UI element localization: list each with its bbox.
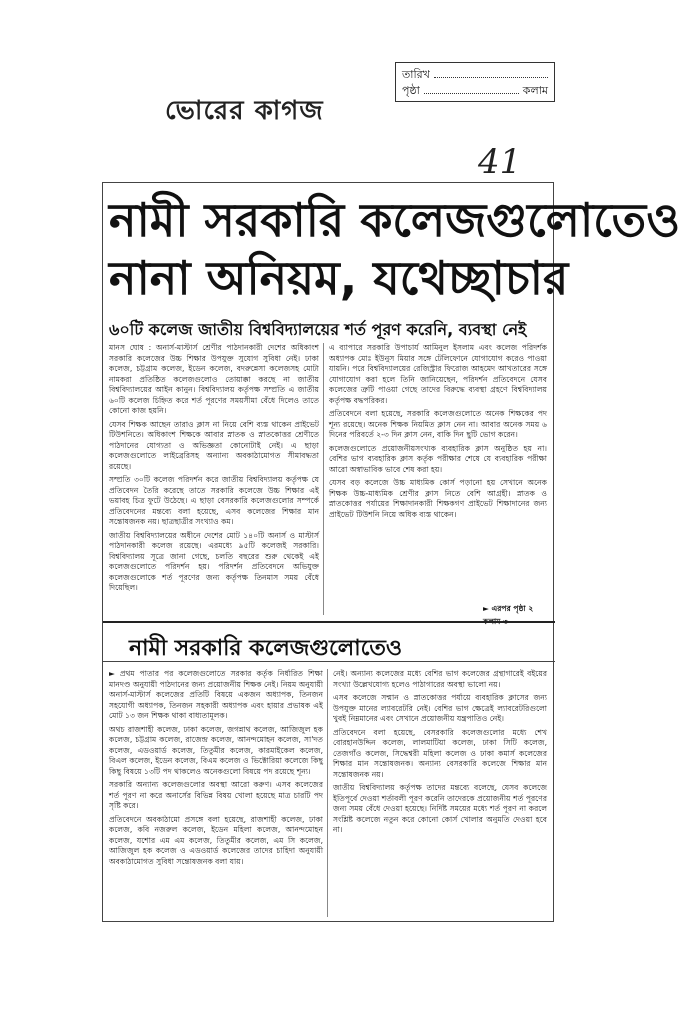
paragraph: নেই। অন্যান্য কলেজের মধ্যে বেশির ভাগ কলেজের গ্রন্থাগারেই বইয়ের সংখ্যা উল্লেখযোগ্য হলেও পাঠাগারের অবস্থা ভালো নয়। <box>333 669 547 689</box>
paragraph: জাতীয় বিশ্ববিদ্যালয়ের অধীনে দেশের মোট ১৪০টি অনার্স ও মাস্টার্স পাঠদানকারী কলেজ রয়েছে। এরমধ্যে ৯৫টি কলেজই সরকারি। বিশ্ববিদ্যালয় সূত্রে জানা গেছে, চলতি বছরের শুরু থেকেই এই কলেজগুলোতে পরিদর্শন হয়। পরিদর্শন প্রতিবেদনে অভিযুক্ত কলেজগুলোকে শর্ত পূরণের জন্য কর্তৃপক্ষ তিনমাস সময় বেঁধে দিয়েছিল। <box>109 530 319 592</box>
stamp-date-label: তারিখ <box>402 68 430 81</box>
paragraph: এসব কলেজে সন্মান ও স্নাতকোত্তর পর্যায়ে ব্যবহারিক ক্লাসের জন্য উপযুক্ত মানের ল্যাবরেটরি নেই। বেশির ভাগ ক্ষেত্রেই ল্যাবরেটরিগুলো খুবই নিম্নমানের এবং সেখানে প্রয়োজনীয় যন্ত্রপাতিও নেই। <box>333 693 547 723</box>
continued-note: ► এরপর পৃষ্ঠা ২ কলাম ৩ <box>483 604 534 626</box>
paragraph: প্রতিবেদনে বলা হয়েছে, বেসরকারি কলেজগুলোর মধ্যে শেখ বোরহানউদ্দিন কলেজ, লালমাটিয়া কলেজ, ঢাকা সিটি কলেজ, তেজগাঁও কলেজ, সিদ্ধেশ্বরী মহিলা কলেজ ও ঢাকা কমার্স কলেজের শিক্ষার মান সন্তোষজনক। অন্যান্য বেসরকারি কলেজে শিক্ষার মান সন্তোষজনক নয়। <box>333 727 547 779</box>
headline-line-1: নামী সরকারি কলেজগুলোতেও <box>109 193 680 247</box>
section-rule <box>103 621 555 623</box>
paragraph: এ ব্যাপারে সরকারি উপাচার্য আমিনুল ইসলাম এবং কলেজ পরিদর্শক অধ্যাপক মোঃ ইউনুস মিয়ার সঙ্গে টেলিফোনে যোগাযোগ করেও পাওয়া যায়নি। পরে বিশ্ববিদ্যালয়ের রেজিস্ট্রার ফিরোজ আহমেদ আখতারের সঙ্গে যোগাযোগ করা হলে তিনি জানিয়েছেন, পরিদর্শন প্রতিবেদনে যেসব কলেজের ত্রুটি পাওয়া গেছে তাদের বিরুদ্ধে ব্যবস্থা গ্রহণে বিশ্ববিদ্যালয় কর্তৃপক্ষ বদ্ধপরিকর। <box>329 343 547 405</box>
paragraph: প্রতিবেদনে বলা হয়েছে, সরকারি কলেজগুলোতে অনেক শিক্ষকের পদ শূন্য রয়েছে। অনেক শিক্ষক নিয়মিত ক্লাস নেন না। আবার অনেক সময় ৬ দিনের পরিবর্তে ২-৩ দিন ক্লাস নেন, বাকি দিন ছুটি ভোগ করেন। <box>329 409 547 439</box>
section-rule <box>103 661 555 662</box>
subheadline: ৬০টি কলেজ জাতীয় বিশ্ববিদ্যালয়ের শর্ত পূরণ করেনি, ব্যবস্থা নেই <box>109 320 527 339</box>
stamp-page-line <box>424 93 519 94</box>
stamp-date-row <box>402 66 548 82</box>
newspaper-name: ভোরের কাগজ <box>165 96 324 126</box>
clipping-stamp <box>395 62 555 102</box>
paragraph: মানস ঘোষ : অনার্স-মাস্টার্স শ্রেণীর পাঠদানকারী দেশের অধিকাংশ সরকারি কলেজের উচ্চ শিক্ষার উপযুক্ত সুযোগ সুবিধা নেই। ঢাকা কলেজ, চট্টগ্রাম কলেজ, ইডেন কলেজ, বদরুন্নেসা কলেজসহ মোটা নামকরা প্রতিষ্ঠিত কলেজগুলোও তোয়াক্কা করছে না জাতীয় বিশ্ববিদ্যালয়ের আইন কানুন। বিশ্ববিদ্যালয় কর্তৃপক্ষ সম্প্রতি এ জাতীয় ৬০টি কলেজ চিহ্নিত করে শর্ত পূরণের সময়সীমা বেঁধে দিলেও তাতে কোনো কাজ হয়নি। <box>109 343 319 415</box>
news-clipping <box>102 182 680 922</box>
paragraph: কলেজগুলোতে প্রয়োজনীয়সংখ্যক ব্যবহারিক ক্লাস অনুষ্ঠিত হয় না। বেশির ভাগ ব্যবহারিক ক্লাস কর্তৃক পরীক্ষার শেষে যে ব্যবহারিক পরীক্ষা আরো অস্বাভাবিক ভাবে শেষ করা হয়। <box>329 443 547 474</box>
paragraph: অথচ রাজশাহী কলেজ, ঢাকা কলেজ, জগন্নাথ কলেজ, আজিজুল হক কলেজ, চট্টগ্রাম কলেজ, রাজেন্দ্র কলেজ, আনন্দমোহন কলেজ, সা'দত কলেজ, এডওয়ার্ড কলেজ, তিতুমীর কলেজ, কারমাইকেল কলেজ, বিএল কলেজ, ইডেন কলেজ, বিএম কলেজ ও ভিক্টোরিয়া কলেজে কিছু কিছু বিষয়ে ১৩টি পদ থাকলেও অনেকগুলো বিষয়ে পদ রয়েছে শূন্য। <box>109 724 323 776</box>
paragraph: প্রতিবেদনে অবকাঠামো প্রসঙ্গে বলা হয়েছে, রাজশাহী কলেজ, ঢাকা কলেজ, কবি নজরুল কলেজ, ইডেন মহিলা কলেজ, আনন্দমোহন কলেজ, যশোর এম এম কলেজ, তিতুমীর কলেজ, এম সি কলেজ, আজিজুল হক কলেজ ও এডওয়ার্ড কলেজের তাদের চাহিদা অনুযায়ী অবকাঠামোগত সুবিধা সন্তোষজনক বলা যায়। <box>109 814 323 866</box>
article-column-c <box>109 669 323 917</box>
handwritten-number: 41 <box>478 142 522 182</box>
stamp-date-line <box>434 77 548 78</box>
stamp-column-label: কলাম <box>522 84 548 97</box>
paragraph: জাতীয় বিশ্ববিদ্যালয় কর্তৃপক্ষ তাদের মন্তব্যে বলেছে, যেসব কলেজে ইতিপূর্বে দেওয়া শর্তাবলী পূরণ করেনি তাদেরকে প্রয়োজনীয় শর্ত পূরণের জন্য সময় বেঁধে দেওয়া হয়েছে। নির্দিষ্ট সময়ের মধ্যে শর্ত পূরণ না করলে সংশ্লিষ্ট কলেজে নতুন করে কোনো কোর্স খোলার অনুমতি দেওয়া হবে না। <box>333 783 547 834</box>
stamp-page-label: পৃষ্ঠা <box>402 84 420 97</box>
article-column-d <box>333 669 547 917</box>
paragraph: সম্প্রতি ৩০টি কলেজ পরিদর্শন করে জাতীয় বিশ্ববিদ্যালয় কর্তৃপক্ষ যে প্রতিবেদন তৈরি করেছে তাতে সরকারি কলেজে উচ্চ শিক্ষার এই ভয়াবহ চিত্র ফুটে উঠেছে। এ ছাড়া বেসরকারি কলেজগুলোর সম্পর্কে প্রতিবেদনের মন্তব্যে বলা হয়েছে, এসব কলেজের শিক্ষার মান সন্তোষজনক নয়। ছাত্রছাত্রীর সংখ্যাও কম। <box>109 475 319 526</box>
paragraph: সরকারি অন্যান্য কলেজগুলোর অবস্থা আরো করুণ। এসব কলেজের শর্ত পূরণ না করে অনার্সের বিভিন্ন বিষয় খোলা হয়েছে মাত্র চারটি পদ সৃষ্টি করে। <box>109 780 323 810</box>
paragraph: যেসব শিক্ষক আছেন তারাও ক্লাস না নিয়ে বেশি ব্যস্ত থাকেন প্রাইভেট টিউশনিতে। অধিকাংশ শিক্ষকে আবার স্নাতক ও স্নাতকোত্তর শ্রেণীতে পাঠদানের যোগ্যতা ও অভিজ্ঞতা কোনোটাই নেই। এ ছাড়া কলেজগুলোতে লাইব্রেরিসহ অন্যান্য অবকাঠামোগত সীমাবদ্ধতা রয়েছে। <box>109 419 319 471</box>
continuation-headline: নামী সরকারি কলেজগুলোতেও <box>129 636 403 661</box>
article-column-b <box>329 343 547 615</box>
column-divider <box>327 669 328 917</box>
article-column-a <box>109 343 319 615</box>
paragraph: যেসব বড় কলেজে উচ্চ মাধ্যমিক কোর্স পড়ানো হয় সেখানে অনেক শিক্ষক উচ্চ-মাধ্যমিক শ্রেণীর ক্লাস নিতে বেশি আগ্রহী। স্নাতক ও স্নাতকোত্তর পর্যায়ের শিক্ষাদানকারী শিক্ষকগণ প্রাইভেট শিক্ষাদানের জন্য প্রাইভেট টিউশনি নিয়ে অধিক ব্যস্ত থাকেন। <box>329 478 547 519</box>
column-divider <box>323 343 324 615</box>
headline-line-2: নানা অনিয়ম, যথেচ্ছাচার <box>109 251 569 305</box>
paragraph: ► প্রথম পাতার পর কলেজগুলোতে সরকার কর্তৃক নির্ধারিত শিক্ষা মানদণ্ড অনুযায়ী পাঠদানের জন্য প্রয়োজনীয় শিক্ষক নেই। নিয়ম অনুযায়ী অনার্স-মাস্টার্স কলেজের প্রতিটি বিষয়ে একজন অধ্যাপক, তিনজন সহযোগী অধ্যাপক, তিনজন সহকারী অধ্যাপক এবং হায়ার প্রভাষক এই মোট ১৩ জন শিক্ষক থাকা বাধ্যতামূলক। <box>109 669 323 720</box>
